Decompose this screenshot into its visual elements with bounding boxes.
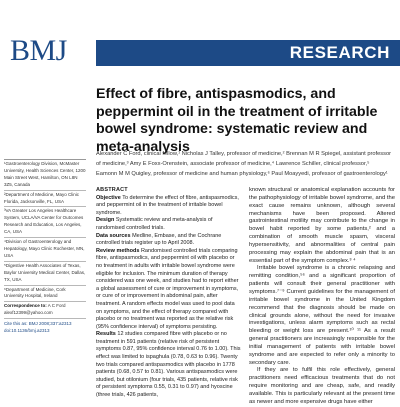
body-text <box>249 187 395 407</box>
bmj-logo: BMJ <box>10 34 67 67</box>
article-title: Effect of fibre, antispasmodics, and peppermint oil in the treatment of irritable bowel syndrome: systematic review and meta-analysis <box>96 86 378 155</box>
abstract-section-text: 12 studies compared fibre with placebo or no treatment in 591 patients (relative risk of persistent symptoms 0.87, 95% confidence interval 0.76 to 1.00). This effect was limited to ispaghula (0.78, 0.63 to 0.96). Twenty two trials compared antispasmodics with placebo in 1778 patients (0.68, 0.57 to 0.81). Various antispasmodics were studied, but otilonium (four trials, 435 patients, relative risk of persistent symptoms 0.55, 0.31 to 0.97) and hyoscine (three trials, 426 patients, <box>96 331 241 399</box>
affiliation-item: ⁵Digestive Health Associates of Texas, Baylor University Medical Center, Dallas, TX, USA <box>4 262 86 286</box>
abstract-section-label: Review methods <box>96 247 140 254</box>
body-paragraph: Irritable bowel syndrome is a chronic relapsing and remitting condition,⁵⁶ and a significant proportion of patients will consult their general practitioner with symptoms.⁷⁻⁹ Current guidelines for the management of irritable bowel syndrome in the United Kingdom recommend that the diagnosis should be made on clinical grounds alone, without the need for invasive investigations, unless alarm symptoms such as rectal bleeding or weight loss are present.¹⁰ ¹¹ As a result general practitioners are increasingly responsible for the initial management of patients with irritable bowel syndrome and are expected to refer only a minority to secondary care. <box>249 265 395 366</box>
abstract <box>96 187 241 400</box>
affiliation-item: ⁴Division of Gastroenterology and Hepatology, Mayo Clinic Rochester, MN, USA <box>4 238 86 262</box>
abstract-section <box>96 217 241 232</box>
correspondence-label: Correspondence to: <box>4 303 47 309</box>
affiliation-list <box>4 160 86 302</box>
affiliation-item: ²Department of Medicine, Mayo Clinic Florida, Jacksonville, FL, USA <box>4 191 86 208</box>
abstract-section <box>96 195 241 218</box>
author-list: Alexander C Ford, clinical fellow,¹ Nicholas J Talley, professor of medicine,² Brennan M R Spiegel, assistant professor of medicine,³ Amy E Foxx-Orenstein, associate professor of medicine,⁴ Lawrence Schiller, clinical professor,⁵ Eamonn M M Quigley, professor of medicine and human physiology,⁶ Paul Moayyedi, professor of gastroenterology¹ <box>96 151 392 177</box>
abstract-section <box>96 248 241 332</box>
correspondence-text: A C Ford alexf12399@yahoo.com <box>4 303 66 316</box>
affiliation-item: ¹Gastroenterology Division, McMaster University, Health Sciences Center, 1200 Main Street West, Hamilton, ON L8N 3Z5, Canada <box>4 160 86 191</box>
affiliation-item: ⁶Department of Medicine, Cork University Hospital, Ireland <box>4 286 86 303</box>
abstract-section-text: Systematic review and meta-analysis of randomised controlled trials. <box>96 217 213 231</box>
correspondence <box>4 302 86 319</box>
body-paragraph: If they are to fulfil this role effectively, general practitioners need efficacious treatments that do not require monitoring and are cheap, safe, and readily available. This is particularly relevant at the present time as newer and more expensive drugs have either <box>249 367 395 405</box>
abstract-section-text: Randomised controlled trials comparing fibre, antispasmodics, and peppermint oil with placebo or no treatment in adults with irritable bowel syndrome were eligible for inclusion. The minimum duration of therapy considered was one week, and studies had to report either a global assessment of cure or improvement in symptoms, or cure of or improvement in abdominal pain, after treatment. A random effects model was used to pool data on symptoms, and the effect of therapy compared with placebo or no treatment was reported as the relative risk (95% confidence interval) of symptoms persisting. <box>96 247 239 330</box>
abstract-section-label: Data sources <box>96 232 131 239</box>
abstract-sections <box>96 195 241 400</box>
affiliation-item: ³VA Greater Los Angeles Healthcare System, UCLA/VA Center for Outcomes Research and Education, Los Angeles, CA, USA <box>4 207 86 238</box>
citation: Cite this as: BMJ 2008;337:a2313 doi:10.1136/bmj.a2313 <box>4 321 72 334</box>
abstract-section-text: To determine the effect of fibre, antispasmodics, and peppermint oil in the treatment of irritable bowel syndrome. <box>96 194 239 216</box>
abstract-section <box>96 331 241 399</box>
abstract-section-label: Design <box>96 217 115 224</box>
body-paragraph: known structural or anatomical explanation accounts for the pathophysiology of irritable bowel syndrome, and the exact cause remains unknown, although several mechanisms have been proposed. Altered gastrointestinal motility may contribute to the change in bowel habit reported by some patients,² and a combination of smooth muscle spasm, visceral hypersensitivity, and abnormalities of central pain processing may explain the abdominal pain that is an essential part of the symptom complex.³ ⁴ <box>249 187 395 264</box>
abstract-section-label: Objective <box>96 194 121 201</box>
abstract-section <box>96 233 241 248</box>
section-banner <box>96 40 400 66</box>
affiliations-sidebar <box>4 159 86 335</box>
abstract-section-text: Medline, Embase, and the Cochrane controlled trials register up to April 2008. <box>96 232 222 247</box>
abstract-section-label: Results <box>96 331 116 338</box>
section-label: RESEARCH <box>289 43 390 62</box>
abstract-heading: ABSTRACT <box>96 187 128 193</box>
